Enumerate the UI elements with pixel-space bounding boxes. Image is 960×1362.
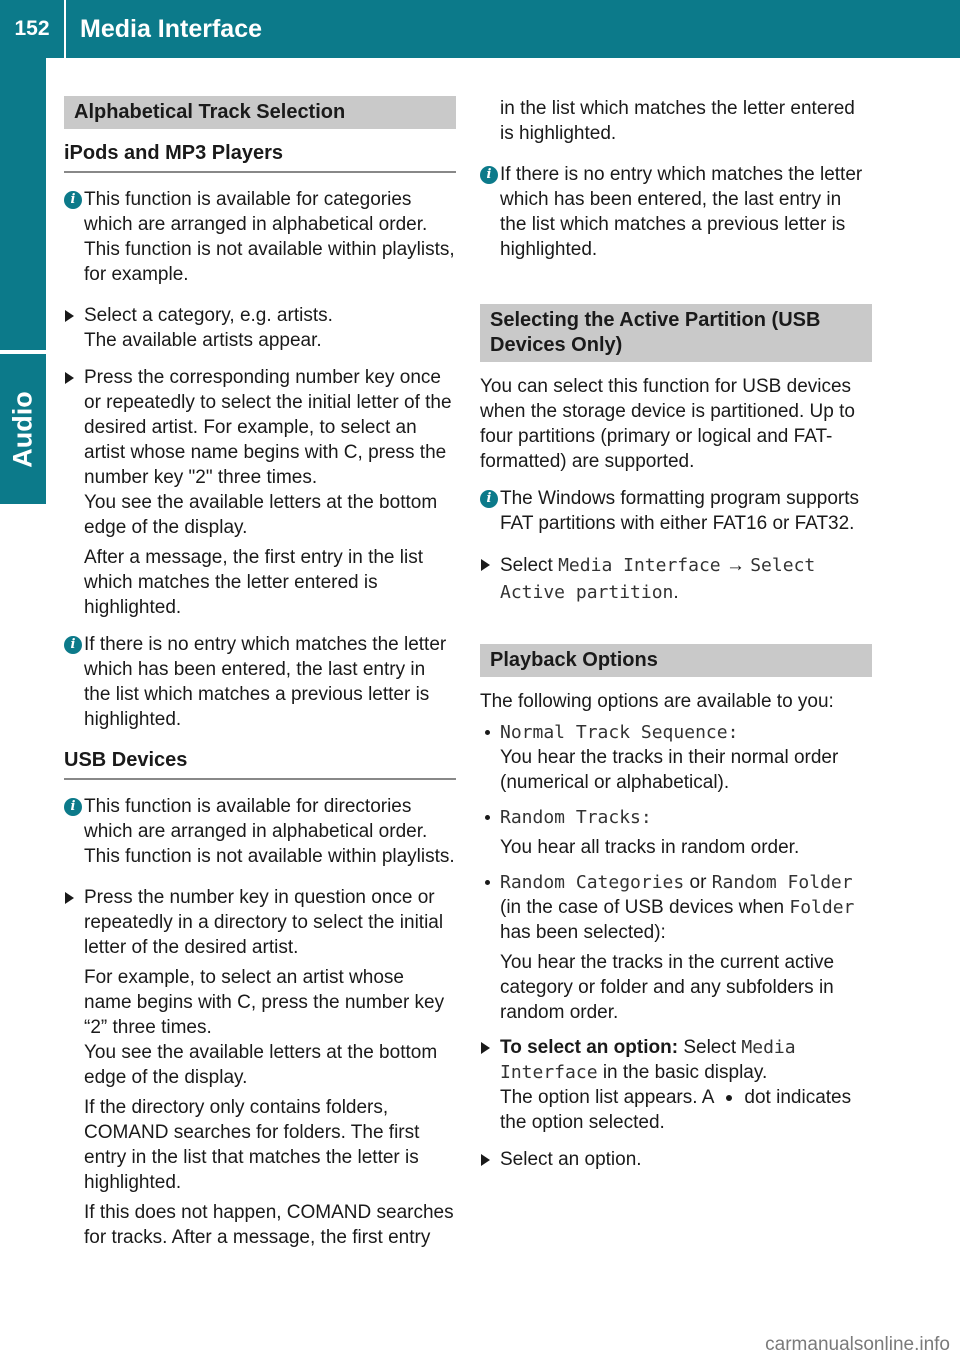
section-title: Media Interface <box>80 15 263 43</box>
continued-text: in the list which matches the letter entered is highlighted. <box>500 98 855 144</box>
watermark: carmanualsonline.info <box>765 1334 950 1355</box>
spacer <box>480 278 872 304</box>
step-arrow-icon <box>481 559 490 571</box>
paragraph: The following options are available to you: <box>480 691 834 712</box>
step-arrow-icon <box>481 1154 490 1166</box>
heading-active-partition: Selecting the Active Partition (USB Devices Only) <box>480 304 872 362</box>
step-arrow-icon <box>65 892 74 904</box>
step-example-text: For example, to select an artist whose name begins with C, press the number key “2” three times. You see the available letters at the bottom edge of the display. <box>84 967 445 1088</box>
info-note <box>480 486 872 536</box>
info-note <box>64 632 456 732</box>
step-text: Press the corresponding number key once or repeatedly to select the initial letter of the desired artist. For example, to select an artist whose name begins with C, press the number key "2" three times. You see the available letters at the bottom edge of the display. <box>84 367 452 538</box>
step-text: Press the number key in question once or repeatedly in a directory to select the initial letter of the desired artist. <box>84 887 444 958</box>
instruction-step <box>480 552 872 606</box>
bullet-icon <box>485 880 490 885</box>
header-divider <box>64 0 66 58</box>
left-column <box>64 96 456 1262</box>
info-note <box>64 187 456 287</box>
step-arrow-icon <box>65 372 74 384</box>
info-icon: i <box>64 798 82 816</box>
option-item: Random Tracks: You hear all tracks in random order. <box>480 805 872 860</box>
info-text: If there is no entry which matches the letter which has been entered, the last entry in the list which matches a previous letter is highlighted. <box>500 164 863 260</box>
selected-dot-icon <box>726 1095 732 1101</box>
right-column <box>480 96 872 1184</box>
info-icon: i <box>64 636 82 654</box>
info-text: The Windows formatting program supports FAT partitions with either FAT16 or FAT32. <box>500 488 860 534</box>
instruction-step <box>64 885 456 1250</box>
info-text: This function is available for directories which are arranged in alphabetical order. This function is not available within playlists. <box>84 796 455 867</box>
option-item: Normal Track Sequence: You hear the tracks in their normal order (numerical or alphabetical). <box>480 720 872 795</box>
side-tab-label <box>0 354 46 504</box>
step-text: To select an option: Select Media Interface in the basic display. The option list appears. A dot indicates the option selected. <box>500 1037 852 1133</box>
bullet-icon <box>485 730 490 735</box>
option-item: Random Categories or Random Folder (in the case of USB devices when Folder has been selected): You hear the tracks in the current active category or folder and any subfolders in random order. <box>480 870 872 1025</box>
side-tab-text: Audio <box>7 390 38 468</box>
info-note <box>480 162 872 262</box>
bullet-icon <box>485 815 490 820</box>
page-number: 152 <box>14 17 50 40</box>
heading-alphabetical-track-selection: Alphabetical Track Selection <box>64 96 456 129</box>
step-folder-text: If the directory only contains folders, COMAND searches for folders. The first entry in the list that matches the letter is highlighted. <box>84 1097 420 1193</box>
step-result-text: After a message, the first entry in the list which matches the letter entered is highlighted. <box>84 547 423 618</box>
step-text: Select an option. <box>500 1149 642 1170</box>
heading-playback-options: Playback Options <box>480 644 872 677</box>
instruction-step <box>64 365 456 620</box>
step-text: Select Media Interface → Select Active partition. <box>500 555 816 603</box>
subheading-ipods: iPods and MP3 Players <box>64 141 456 173</box>
info-text: If there is no entry which matches the letter which has been entered, the last entry in the list which matches a previous letter is highlighted. <box>84 634 447 730</box>
subheading-usb-devices: USB Devices <box>64 748 456 780</box>
info-text: This function is available for categories which are arranged in alphabetical order. This function is not available within playlists, for example. <box>84 189 455 285</box>
info-icon: i <box>64 191 82 209</box>
step-arrow-icon <box>481 1042 490 1054</box>
page-header <box>0 0 960 58</box>
step-text: Select a category, e.g. artists. The available artists appear. <box>84 305 333 351</box>
paragraph: You can select this function for USB devices when the storage device is partitioned. Up to four partitions (primary or logical and FAT-formatted) are supported. <box>480 376 855 472</box>
spacer <box>480 618 872 644</box>
instruction-step <box>480 1147 872 1172</box>
side-tab-upper <box>0 58 46 350</box>
info-icon: i <box>480 490 498 508</box>
info-note <box>64 794 456 869</box>
instruction-step <box>480 1035 872 1135</box>
instruction-step <box>64 303 456 353</box>
step-arrow-icon <box>65 310 74 322</box>
step-tracks-text: If this does not happen, COMAND searches for tracks. After a message, the first entry <box>84 1202 454 1248</box>
info-icon: i <box>480 166 498 184</box>
